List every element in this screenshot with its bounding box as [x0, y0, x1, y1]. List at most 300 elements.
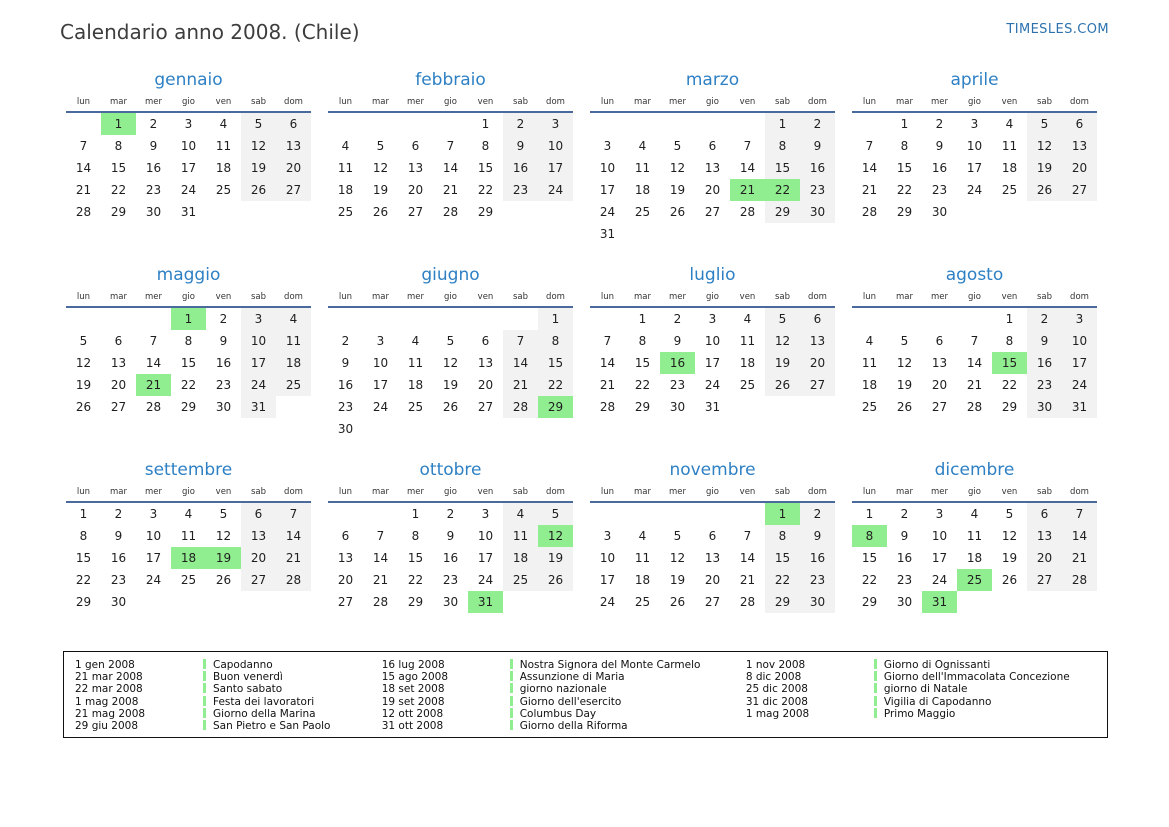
day-cell: 13 [407, 161, 424, 175]
day-cell: 29 [861, 595, 878, 609]
empty-cell [206, 201, 241, 223]
legend-date: 16 lug 2008 [381, 659, 445, 671]
day-cell: 2 [800, 112, 835, 135]
day-cell: 2 [446, 507, 455, 521]
day-cell: 6 [114, 334, 123, 348]
weekday-header-mer: mer [668, 292, 686, 302]
empty-cell [206, 591, 241, 613]
legend-row [743, 671, 1099, 683]
day-cell: 14 [966, 356, 983, 370]
weekday-header-lun: lun [600, 97, 615, 107]
empty-cell [765, 396, 800, 418]
empty-cell [276, 396, 311, 418]
legend-date: 8 dic 2008 [745, 671, 802, 684]
week-row [852, 157, 1097, 179]
day-cell: 7 [503, 330, 538, 352]
day-cell: 8 [900, 139, 909, 153]
day-cell: 22 [896, 183, 913, 197]
weekday-header-gio: gio [182, 292, 195, 302]
empty-cell [433, 418, 468, 440]
day-cell: 2 [341, 334, 350, 348]
day-cell: 21 [442, 183, 459, 197]
day-cell: 25 [634, 595, 651, 609]
weekday-header-dom: dom [1070, 97, 1089, 107]
day-cell: 11 [1001, 139, 1018, 153]
weekday-header-sab: sab [1036, 97, 1053, 107]
day-cell: 5 [673, 529, 682, 543]
day-cell: 9 [446, 529, 455, 543]
weekday-header-lun: lun [600, 487, 615, 497]
day-cell: 9 [673, 334, 682, 348]
weekday-header-ven: ven [477, 487, 494, 497]
week-row [852, 374, 1097, 396]
weekday-header-row [852, 487, 1097, 502]
legend-holiday-label: Giorno dell'esercito [519, 695, 622, 708]
day-cell: 5 [673, 139, 682, 153]
week-row [852, 179, 1097, 201]
empty-cell [730, 112, 765, 135]
day-cell: 21 [372, 573, 389, 587]
day-cell: 8 [481, 139, 490, 153]
day-cell: 4 [503, 502, 538, 525]
legend-holiday-label: Primo Maggio [883, 707, 956, 720]
day-cell: 23 [215, 378, 232, 392]
day-cell: 15 [765, 547, 800, 569]
empty-cell [1027, 591, 1062, 613]
empty-cell [538, 418, 573, 440]
day-cell: 21 [75, 183, 92, 197]
day-cell: 28 [276, 569, 311, 591]
weekday-header-sab: sab [1036, 292, 1053, 302]
day-cell: 9 [503, 135, 538, 157]
weekday-header-ven: ven [215, 487, 232, 497]
empty-cell [398, 112, 433, 135]
month-table-aprile [852, 97, 1097, 223]
day-cell: 3 [481, 507, 490, 521]
day-cell: 27 [704, 205, 721, 219]
holiday-day-cell: 1 [101, 112, 136, 135]
month-febbraio [328, 70, 573, 237]
empty-cell [887, 307, 922, 330]
day-cell: 26 [75, 400, 92, 414]
day-cell: 18 [276, 352, 311, 374]
day-cell: 28 [503, 396, 538, 418]
month-days [328, 502, 573, 613]
week-row [328, 502, 573, 525]
legend-row [379, 720, 743, 732]
day-cell: 9 [900, 529, 909, 543]
day-cell: 11 [337, 161, 354, 175]
day-cell: 22 [477, 183, 494, 197]
empty-cell [241, 591, 276, 613]
day-cell: 22 [765, 569, 800, 591]
day-cell: 25 [407, 400, 424, 414]
weekday-header-lun: lun [338, 97, 353, 107]
day-cell: 16 [503, 157, 538, 179]
week-row [852, 525, 1097, 547]
day-cell: 23 [110, 573, 127, 587]
day-cell: 6 [800, 307, 835, 330]
day-cell: 4 [743, 312, 752, 326]
empty-cell [468, 307, 503, 330]
day-cell: 2 [219, 312, 228, 326]
day-cell: 5 [446, 334, 455, 348]
day-cell: 7 [376, 529, 385, 543]
legend-row [72, 683, 379, 695]
week-row [328, 374, 573, 396]
month-days [590, 502, 835, 613]
day-cell: 12 [669, 161, 686, 175]
legend-row [743, 696, 1099, 708]
month-title-ottobre: ottobre [419, 460, 482, 480]
week-row [66, 569, 311, 591]
day-cell: 7 [1062, 502, 1097, 525]
week-row [590, 135, 835, 157]
day-cell: 20 [704, 573, 721, 587]
weekday-header-dom: dom [1070, 487, 1089, 497]
day-cell: 29 [896, 205, 913, 219]
empty-cell [625, 502, 660, 525]
day-cell: 14 [739, 161, 756, 175]
legend-date: 22 mar 2008 [75, 683, 143, 696]
day-cell: 4 [341, 139, 350, 153]
day-cell: 20 [704, 183, 721, 197]
week-row [328, 547, 573, 569]
day-cell: 15 [538, 352, 573, 374]
day-cell: 29 [1001, 400, 1018, 414]
holiday-marker-icon [203, 720, 206, 730]
day-cell: 25 [739, 378, 756, 392]
month-table-agosto [852, 292, 1097, 418]
legend-holiday-name [874, 659, 1099, 671]
weekday-header-gio: gio [706, 487, 719, 497]
holiday-day-cell: 18 [171, 547, 206, 569]
day-cell: 23 [800, 179, 835, 201]
day-cell: 4 [970, 507, 979, 521]
day-cell: 5 [1027, 112, 1062, 135]
day-cell: 14 [372, 551, 389, 565]
day-cell: 26 [215, 573, 232, 587]
day-cell: 11 [180, 529, 197, 543]
day-cell: 25 [1001, 183, 1018, 197]
month-table-ottobre [328, 487, 573, 613]
holiday-marker-icon [874, 696, 877, 706]
month-luglio [590, 265, 835, 432]
day-cell: 18 [215, 161, 232, 175]
day-cell: 26 [669, 595, 686, 609]
day-cell: 10 [477, 529, 494, 543]
day-cell: 20 [337, 573, 354, 587]
day-cell: 28 [1062, 569, 1097, 591]
week-row [328, 112, 573, 135]
day-cell: 30 [110, 595, 127, 609]
day-cell: 29 [477, 205, 494, 219]
weekday-header-gio: gio [444, 292, 457, 302]
legend-date: 29 giu 2008 [75, 720, 138, 733]
day-cell: 7 [970, 334, 979, 348]
week-row [590, 525, 835, 547]
holiday-day-cell: 31 [468, 591, 503, 613]
day-cell: 1 [1005, 312, 1014, 326]
weekday-header-lun: lun [600, 292, 615, 302]
month-title-febbraio: febbraio [415, 70, 486, 90]
holiday-marker-icon [203, 696, 206, 706]
day-cell: 11 [634, 551, 651, 565]
day-cell: 28 [861, 205, 878, 219]
day-cell: 14 [1062, 525, 1097, 547]
legend-holiday-label: Santo sabato [213, 683, 283, 696]
weekday-header-row [852, 292, 1097, 307]
day-cell: 15 [765, 157, 800, 179]
weekday-header-row [590, 292, 835, 307]
day-cell: 18 [966, 551, 983, 565]
day-cell: 17 [599, 573, 616, 587]
week-row [852, 112, 1097, 135]
day-cell: 30 [145, 205, 162, 219]
empty-cell [363, 112, 398, 135]
day-cell: 10 [966, 139, 983, 153]
weekday-header-lun: lun [862, 97, 877, 107]
empty-cell [590, 502, 625, 525]
empty-cell [625, 112, 660, 135]
day-cell: 17 [145, 551, 162, 565]
day-cell: 19 [669, 183, 686, 197]
empty-cell [136, 307, 171, 330]
day-cell: 27 [931, 400, 948, 414]
day-cell: 2 [149, 117, 158, 131]
day-cell: 30 [931, 205, 948, 219]
day-cell: 1 [900, 117, 909, 131]
legend-date: 21 mag 2008 [75, 707, 146, 720]
weekday-header-mar: mar [634, 97, 651, 107]
day-cell: 6 [411, 139, 420, 153]
day-cell: 28 [75, 205, 92, 219]
week-row [66, 374, 311, 396]
weekday-header-mer: mer [668, 487, 686, 497]
day-cell: 20 [1027, 547, 1062, 569]
day-cell: 2 [1027, 307, 1062, 330]
day-cell: 14 [739, 551, 756, 565]
legend-row [743, 708, 1099, 720]
day-cell: 16 [442, 551, 459, 565]
day-cell: 1 [865, 507, 874, 521]
day-cell: 27 [1062, 179, 1097, 201]
day-cell: 7 [603, 334, 612, 348]
day-cell: 1 [538, 307, 573, 330]
legend-row [72, 696, 379, 708]
legend-row [379, 683, 743, 695]
day-cell: 19 [75, 378, 92, 392]
month-title-dicembre: dicembre [934, 460, 1015, 480]
day-cell: 6 [1027, 502, 1062, 525]
legend-row [72, 659, 379, 671]
month-table-settembre [66, 487, 311, 613]
week-row [66, 502, 311, 525]
empty-cell [398, 418, 433, 440]
day-cell: 27 [704, 595, 721, 609]
weekday-header-row [852, 97, 1097, 112]
legend-date: 19 set 2008 [381, 695, 445, 708]
day-cell: 15 [896, 161, 913, 175]
day-cell: 30 [442, 595, 459, 609]
month-table-novembre [590, 487, 835, 613]
holiday-day-cell: 22 [765, 179, 800, 201]
day-cell: 11 [407, 356, 424, 370]
day-cell: 25 [180, 573, 197, 587]
day-cell: 28 [739, 595, 756, 609]
legend-holiday-name [510, 659, 743, 671]
empty-cell [992, 201, 1027, 223]
empty-cell [433, 307, 468, 330]
month-maggio [66, 265, 311, 432]
empty-cell [730, 502, 765, 525]
day-cell: 1 [411, 507, 420, 521]
day-cell: 3 [935, 507, 944, 521]
day-cell: 26 [1027, 179, 1062, 201]
empty-cell [800, 396, 835, 418]
day-cell: 15 [634, 356, 651, 370]
day-cell: 9 [1027, 330, 1062, 352]
day-cell: 29 [765, 201, 800, 223]
weekday-header-row [590, 292, 835, 307]
week-row [852, 135, 1097, 157]
day-cell: 22 [180, 378, 197, 392]
weekday-header-row [328, 487, 573, 502]
weekday-header-ven: ven [1001, 487, 1018, 497]
weekday-header-gio: gio [968, 487, 981, 497]
empty-cell [503, 591, 538, 613]
legend-holiday-name [874, 708, 1099, 720]
month-table-marzo [590, 97, 835, 245]
day-cell: 13 [931, 356, 948, 370]
holiday-marker-icon [874, 683, 877, 693]
week-row [328, 201, 573, 223]
day-cell: 25 [503, 569, 538, 591]
day-cell: 30 [215, 400, 232, 414]
legend-holiday-name [203, 659, 379, 671]
weekday-header-ven: ven [1001, 292, 1018, 302]
day-cell: 17 [704, 356, 721, 370]
day-cell: 9 [341, 356, 350, 370]
holiday-marker-icon [203, 708, 206, 718]
legend-date: 1 mag 2008 [745, 707, 810, 720]
day-cell: 22 [861, 573, 878, 587]
week-row [66, 330, 311, 352]
day-cell: 20 [276, 157, 311, 179]
day-cell: 27 [337, 595, 354, 609]
weekday-header-dom: dom [808, 487, 827, 497]
month-title-agosto: agosto [945, 265, 1004, 285]
legend-holiday-label: Giorno dell'Immacolata Concezione [883, 671, 1070, 684]
week-row [66, 352, 311, 374]
day-cell: 24 [180, 183, 197, 197]
day-cell: 14 [145, 356, 162, 370]
weekday-header-mar: mar [896, 292, 913, 302]
legend-row [72, 671, 379, 683]
week-row [66, 547, 311, 569]
empty-cell [276, 201, 311, 223]
day-cell: 19 [896, 378, 913, 392]
week-row [66, 396, 311, 418]
holiday-marker-icon [874, 659, 877, 669]
day-cell: 20 [1062, 157, 1097, 179]
weekday-header-lun: lun [76, 97, 91, 107]
weekday-header-dom: dom [284, 97, 303, 107]
holiday-day-cell: 15 [992, 352, 1027, 374]
brand-link[interactable]: TIMESLES.COM [1006, 22, 1109, 37]
day-cell: 19 [241, 157, 276, 179]
week-row [590, 591, 835, 613]
month-title-gennaio: gennaio [154, 70, 223, 90]
empty-cell [730, 396, 765, 418]
weekday-header-row [66, 487, 311, 502]
day-cell: 11 [503, 525, 538, 547]
day-cell: 5 [1005, 507, 1014, 521]
week-row [66, 112, 311, 135]
day-cell: 18 [337, 183, 354, 197]
legend-date: 1 mag 2008 [75, 695, 139, 708]
weekday-header-dom: dom [284, 487, 303, 497]
day-cell: 25 [337, 205, 354, 219]
day-cell: 26 [765, 374, 800, 396]
day-cell: 30 [800, 201, 835, 223]
empty-cell [695, 112, 730, 135]
day-cell: 16 [896, 551, 913, 565]
weekday-header-sab: sab [512, 487, 529, 497]
day-cell: 30 [896, 595, 913, 609]
legend-holiday-label: Nostra Signora del Monte Carmelo [519, 659, 701, 671]
legend-row [72, 708, 379, 720]
empty-cell [328, 112, 363, 135]
month-title-maggio: maggio [156, 265, 221, 285]
day-cell: 17 [180, 161, 197, 175]
holiday-day-cell: 21 [136, 374, 171, 396]
legend-holiday-name [203, 683, 379, 695]
legend-row [379, 696, 743, 708]
legend-row [743, 683, 1099, 695]
empty-cell [363, 307, 398, 330]
legend-column-3 [743, 659, 1099, 720]
day-cell: 29 [765, 591, 800, 613]
holiday-marker-icon [203, 671, 206, 681]
empty-cell [363, 502, 398, 525]
holiday-marker-icon [510, 671, 513, 681]
weekday-header-gio: gio [968, 97, 981, 107]
week-row [66, 135, 311, 157]
day-cell: 9 [800, 135, 835, 157]
empty-cell [433, 112, 468, 135]
empty-cell [1027, 201, 1062, 223]
day-cell: 8 [765, 135, 800, 157]
legend-holiday-name [510, 696, 743, 708]
legend-column-2 [379, 659, 743, 732]
legend-holiday-name [874, 671, 1099, 683]
day-cell: 17 [372, 378, 389, 392]
week-row [590, 502, 835, 525]
legend-holiday-label: Giorno della Riforma [519, 720, 628, 733]
day-cell: 3 [1062, 307, 1097, 330]
weekday-header-dom: dom [546, 292, 565, 302]
holiday-day-cell: 16 [660, 352, 695, 374]
day-cell: 24 [372, 400, 389, 414]
day-cell: 22 [407, 573, 424, 587]
day-cell: 26 [1001, 573, 1018, 587]
day-cell: 3 [149, 507, 158, 521]
day-cell: 23 [1027, 374, 1062, 396]
day-cell: 13 [1062, 135, 1097, 157]
day-cell: 26 [442, 400, 459, 414]
day-cell: 11 [966, 529, 983, 543]
